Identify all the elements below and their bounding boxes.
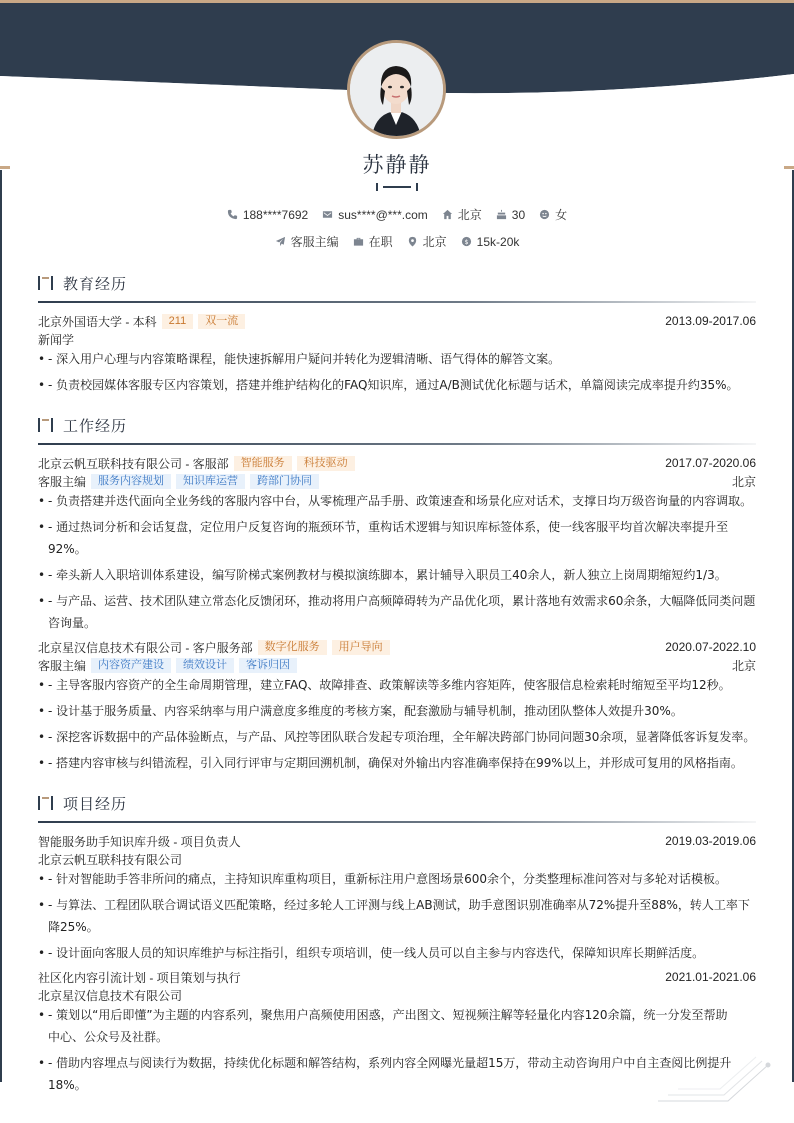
project-company: 北京星汉信息技术有限公司 [38,988,183,1003]
role-item [275,233,339,250]
phone-item [227,208,308,222]
target-city-text: 北京 [422,235,447,249]
education-header [38,313,756,329]
skill-tag: 内容资产建设 [91,658,171,673]
tag: 双一流 [198,314,245,329]
tag: 数字化服务 [258,640,327,655]
briefcase-icon [353,236,364,247]
period: 2019.03-2019.06 [665,834,756,848]
city-item [442,206,482,223]
name-divider [376,182,418,192]
project-company-row [38,851,756,867]
candidate-name: 苏静静 [362,153,432,177]
role-text: 客服主编 [290,235,339,249]
home-icon [442,209,453,220]
list-item: • - 与产品、运营、技术团队建立常态化反馈闭环，推动将用户高频障碍转为产品优化项，累计落地有效需求60余条，大幅降低同类问题咨询量。 [38,594,756,630]
company-name: 北京云帆互联科技有限公司 - 客服部 [38,456,229,471]
list-item: • - 主导客服内容资产的全生命周期管理，建立FAQ、故障排查、政策解读等多维内容矩阵，使客服信息检索耗时缩短至平均12秒。 [38,678,731,692]
job-header [38,639,756,655]
major-row [38,331,756,347]
salary-item [461,235,520,249]
section-marker-icon [38,276,54,290]
tag: 智能服务 [234,456,292,471]
section-marker-icon [38,796,54,810]
section-title-text: 工作经历 [63,416,128,435]
tag: 211 [162,314,194,329]
work-section-title [38,413,756,437]
list-item: • - 搭建内容审核与纠错流程，引入同行评审与定期回溯机制，确保对外输出内容准确率保持在99%以上，并形成可复用的风格指南。 [38,756,743,770]
education-section-title [38,271,756,295]
job-role-row [38,657,756,673]
tag: 科技驱动 [297,456,355,471]
city-text: 北京 [457,208,482,222]
list-item: • - 借助内容埋点与阅读行为数据，持续优化标题和解答结构，系列内容全网曝光量超15万，带动主动咨询用户中自主查阅比例提升18%。 [38,1056,732,1092]
portrait-photo [350,43,443,136]
list-item: • - 与算法、工程团队联合调试语义匹配策略，经过多轮人工评测与线上AB测试，助手意图识别准确率从72%提升至88%，转人工率下降25%。 [38,898,750,934]
job-location: 北京 [731,658,756,673]
send-icon [275,236,286,247]
avatar [347,40,446,139]
age-text: 30 [511,207,526,222]
job-role-row [38,473,756,489]
gender-item [539,206,567,223]
section-rule [38,443,756,445]
section-rule [38,821,756,823]
list-item: • - 策划以“用后即懂”为主题的内容系列，聚焦用户高频使用困惑，产出图文、短视频注解等轻量化内容120余篇，统一分发至帮助中心、公众号及社群。 [38,1008,728,1044]
corner-decoration [658,1043,778,1103]
period: 2013.09-2017.06 [665,314,756,328]
phone-icon [227,209,238,220]
school-name: 北京外国语大学 - 本科 [38,314,157,329]
job-location: 北京 [731,474,756,489]
list-item: • - 深入用户心理与内容策略课程，能快速拆解用户疑问并转化为逻辑清晰、语气得体的解答文案。 [38,352,561,366]
section-title-text: 项目经历 [63,794,128,813]
period: 2021.01-2021.06 [665,970,756,984]
email-item [322,208,428,222]
period: 2017.07-2020.06 [665,456,756,470]
section-marker-icon [38,418,54,432]
gender-text: 女 [555,208,568,222]
age-item [496,208,525,222]
target-city-item [407,233,447,250]
status-text: 在职 [368,235,393,249]
left-border-line [0,170,2,1082]
status-item [353,233,393,250]
project-header [38,833,756,849]
phone-text: 188****7692 [242,207,309,222]
salary-text: 15k-20k [476,234,520,249]
contact-row [0,206,794,223]
coin-icon [461,236,472,247]
list-item: • - 设计基于服务质量、内容采纳率与用户满意度多维度的考核方案，配套激励与辅导机制，推动团队整体人效提升30%。 [38,704,683,718]
job-header [38,455,756,471]
skill-tag: 服务内容规划 [91,474,171,489]
email-text: sus****@***.com [338,207,428,222]
projects-section-title [38,791,756,815]
skill-tag: 知识库运营 [176,474,245,489]
project-title: 社区化内容引流计划 - 项目策划与执行 [38,970,241,985]
list-item: • - 负责搭建并迭代面向全业务线的客服内容中台，从零梳理产品手册、政策速查和场景化应对话术，支撑日均万级咨询量的内容调取。 [38,494,753,508]
company-name: 北京星汉信息技术有限公司 - 客户服务部 [38,640,253,655]
job-intent-row [0,233,794,250]
project-company: 北京云帆互联科技有限公司 [38,852,183,867]
cake-icon [496,209,507,220]
person-icon [539,209,550,220]
svg-text:$: $ [464,237,469,246]
list-item: • - 针对智能助手答非所问的痛点，主持知识库重构项目，重新标注用户意图场景600余个，分类整理标准问答对与多轮对话模板。 [38,872,728,886]
list-item: • - 通过热词分析和会话复盘，定位用户反复咨询的瓶颈环节，重构话术逻辑与知识库标签体系，使一线客服平均首次解决率提升至92%。 [38,520,729,556]
job-role: 客服主编 [38,474,87,489]
section-rule [38,301,756,303]
list-item: • - 负责校园媒体客服专区内容策划，搭建并维护结构化的FAQ知识库，通过A/B测试优化标题与话术，单篇阅读完成率提升约35%。 [38,378,739,392]
major: 新闻学 [38,332,75,347]
job-role: 客服主编 [38,658,87,673]
period: 2020.07-2022.10 [665,640,756,654]
tag: 用户导向 [332,640,390,655]
skill-tag: 跨部门协同 [250,474,319,489]
location-pin-icon [407,236,418,247]
skill-tag: 绩效设计 [176,658,234,673]
project-company-row [38,987,756,1003]
list-item: • - 牵头新人入职培训体系建设，编写阶梯式案例教材与模拟演练脚本，累计辅导入职员工40余人，新人独立上岗周期缩短约1/3。 [38,568,727,582]
skill-tag: 客诉归因 [239,658,297,673]
project-title: 智能服务助手知识库升级 - 项目负责人 [38,834,241,849]
list-item: • - 深挖客诉数据中的产品体验断点，与产品、风控等团队联合发起专项治理，全年解决跨部门协同问题30余项，显著降低客诉复发率。 [38,730,756,744]
mail-icon [322,209,333,220]
list-item: • - 设计面向客服人员的知识库维护与标注指引，组织专项培训，使一线人员可以自主参与内容迭代，保障知识库长期鲜活度。 [38,946,705,960]
section-title-text: 教育经历 [63,274,128,293]
project-header [38,969,756,985]
